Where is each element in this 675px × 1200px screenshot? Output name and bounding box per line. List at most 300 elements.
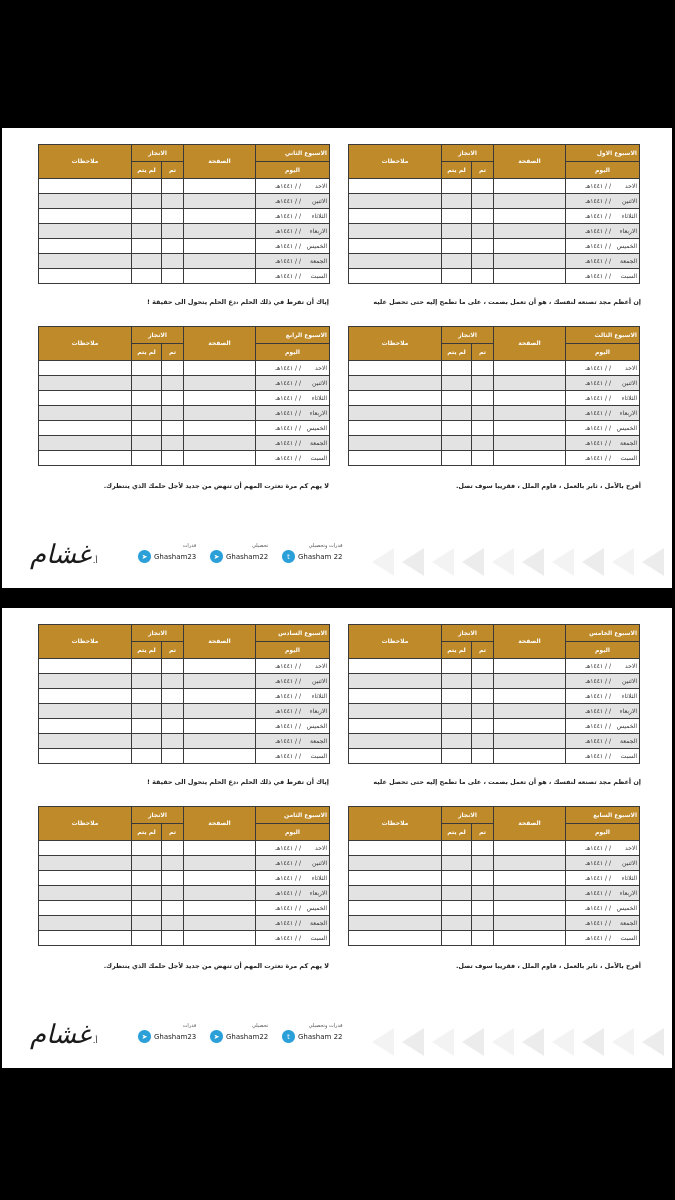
page-cell[interactable]	[184, 421, 256, 436]
page-cell[interactable]	[494, 901, 566, 916]
page-cell[interactable]	[494, 886, 566, 901]
not-done-cell[interactable]	[442, 451, 472, 466]
done-cell[interactable]	[162, 436, 184, 451]
done-cell[interactable]	[472, 376, 494, 391]
done-cell[interactable]	[162, 916, 184, 931]
page-cell[interactable]	[184, 391, 256, 406]
page-cell[interactable]	[494, 704, 566, 719]
not-done-header: لم يتم	[132, 162, 162, 179]
done-cell[interactable]	[162, 451, 184, 466]
quote-3: أفرح بالأمل ، ثابر بالعمل ، قاوم الملل ، فقريبا سوف تصل.	[455, 482, 641, 490]
page-cell[interactable]	[494, 254, 566, 269]
done-cell[interactable]	[472, 931, 494, 946]
notes-cell[interactable]	[39, 376, 132, 391]
not-done-cell[interactable]	[442, 916, 472, 931]
day-label: الجمعة	[310, 439, 327, 447]
page-cell[interactable]	[184, 674, 256, 689]
done-cell[interactable]	[162, 734, 184, 749]
table-row	[349, 719, 640, 734]
done-header: تم	[162, 162, 184, 179]
table-row	[349, 239, 640, 254]
page-cell[interactable]	[184, 916, 256, 931]
week-table	[38, 806, 330, 946]
not-done-cell[interactable]	[132, 239, 162, 254]
page-cell[interactable]	[494, 209, 566, 224]
notes-cell[interactable]	[349, 194, 442, 209]
page-cell[interactable]	[494, 674, 566, 689]
page-cell[interactable]	[494, 856, 566, 871]
table-row	[39, 421, 330, 436]
page-cell[interactable]	[184, 886, 256, 901]
done-cell[interactable]	[472, 871, 494, 886]
week-title: الاسبوع الاول	[566, 145, 640, 162]
done-cell[interactable]	[472, 704, 494, 719]
done-cell[interactable]	[472, 841, 494, 856]
page-cell[interactable]	[184, 871, 256, 886]
not-done-cell[interactable]	[442, 194, 472, 209]
done-cell[interactable]	[472, 734, 494, 749]
page-cell[interactable]	[494, 194, 566, 209]
not-done-cell[interactable]	[132, 916, 162, 931]
notes-cell[interactable]	[349, 421, 442, 436]
date-field: / / ١٤٤١هـ	[275, 662, 301, 670]
page-cell[interactable]	[494, 689, 566, 704]
page-cell[interactable]	[184, 734, 256, 749]
not-done-cell[interactable]	[442, 391, 472, 406]
not-done-cell[interactable]	[132, 901, 162, 916]
not-done-cell[interactable]	[442, 254, 472, 269]
notes-cell[interactable]	[349, 436, 442, 451]
done-header: تم	[472, 642, 494, 659]
date-field: / / ١٤٤١هـ	[275, 364, 301, 372]
notes-cell[interactable]	[39, 734, 132, 749]
notes-cell[interactable]	[349, 269, 442, 284]
not-done-cell[interactable]	[132, 734, 162, 749]
notes-cell[interactable]	[39, 239, 132, 254]
table-row	[349, 376, 640, 391]
done-cell[interactable]	[472, 254, 494, 269]
twitter-link[interactable]	[282, 1023, 343, 1043]
page-cell[interactable]	[184, 254, 256, 269]
date-field: / / ١٤٤١هـ	[585, 844, 611, 852]
page-cell[interactable]	[184, 749, 256, 764]
date-field: / / ١٤٤١هـ	[585, 677, 611, 685]
done-cell[interactable]	[162, 224, 184, 239]
telegram-link-1[interactable]	[210, 1023, 269, 1043]
done-cell[interactable]	[472, 179, 494, 194]
done-cell[interactable]	[162, 719, 184, 734]
table-row	[39, 674, 330, 689]
not-done-cell[interactable]	[442, 436, 472, 451]
done-cell[interactable]	[162, 871, 184, 886]
page-cell[interactable]	[184, 209, 256, 224]
not-done-cell[interactable]	[442, 674, 472, 689]
not-done-cell[interactable]	[442, 734, 472, 749]
page-header: الصفحة	[494, 807, 566, 841]
done-cell[interactable]	[162, 239, 184, 254]
notes-cell[interactable]	[349, 659, 442, 674]
done-cell[interactable]	[162, 886, 184, 901]
not-done-cell[interactable]	[132, 254, 162, 269]
date-field: / / ١٤٤١هـ	[585, 212, 611, 220]
not-done-header: لم يتم	[132, 642, 162, 659]
page-cell[interactable]	[184, 841, 256, 856]
notes-cell[interactable]	[39, 179, 132, 194]
done-cell[interactable]	[162, 421, 184, 436]
notes-cell[interactable]	[349, 209, 442, 224]
not-done-cell[interactable]	[442, 901, 472, 916]
page-cell[interactable]	[494, 269, 566, 284]
done-cell[interactable]	[472, 901, 494, 916]
day-cell	[256, 871, 330, 886]
not-done-cell[interactable]	[132, 391, 162, 406]
page-header: الصفحة	[494, 625, 566, 659]
day-label: الاربعاء	[309, 889, 327, 897]
not-done-cell[interactable]	[442, 931, 472, 946]
page-cell[interactable]	[494, 841, 566, 856]
done-cell[interactable]	[472, 224, 494, 239]
page-cell[interactable]	[494, 179, 566, 194]
day-label: السبت	[310, 934, 327, 942]
notes-cell[interactable]	[39, 901, 132, 916]
page-cell[interactable]	[494, 376, 566, 391]
not-done-cell[interactable]	[442, 209, 472, 224]
not-done-cell[interactable]	[132, 749, 162, 764]
telegram2-handle: Ghasham23	[154, 552, 197, 561]
notes-cell[interactable]	[349, 674, 442, 689]
notes-cell[interactable]	[39, 451, 132, 466]
week-table	[38, 144, 330, 284]
table-row	[39, 224, 330, 239]
notes-cell[interactable]	[349, 704, 442, 719]
page-cell[interactable]	[494, 931, 566, 946]
done-cell[interactable]	[472, 689, 494, 704]
date-field: / / ١٤٤١هـ	[585, 934, 611, 942]
notes-cell[interactable]	[349, 451, 442, 466]
notes-cell[interactable]	[39, 749, 132, 764]
not-done-cell[interactable]	[132, 659, 162, 674]
notes-cell[interactable]	[349, 406, 442, 421]
done-cell[interactable]	[472, 749, 494, 764]
not-done-cell[interactable]	[132, 376, 162, 391]
notes-cell[interactable]	[349, 719, 442, 734]
day-cell	[256, 704, 330, 719]
not-done-cell[interactable]	[132, 886, 162, 901]
day-cell	[566, 931, 640, 946]
done-cell[interactable]	[472, 436, 494, 451]
page-cell[interactable]	[184, 406, 256, 421]
done-cell[interactable]	[472, 194, 494, 209]
notes-cell[interactable]	[349, 856, 442, 871]
notes-cell[interactable]	[39, 931, 132, 946]
page-cell[interactable]	[494, 734, 566, 749]
notes-cell[interactable]	[39, 886, 132, 901]
not-done-cell[interactable]	[132, 194, 162, 209]
telegram2-handle: Ghasham23	[154, 1032, 197, 1041]
done-cell[interactable]	[162, 194, 184, 209]
telegram-icon: ➤	[138, 550, 151, 563]
done-cell[interactable]	[472, 421, 494, 436]
day-cell	[566, 406, 640, 421]
done-cell[interactable]	[162, 376, 184, 391]
notes-cell[interactable]	[39, 704, 132, 719]
page-cell[interactable]	[494, 749, 566, 764]
done-cell[interactable]	[472, 719, 494, 734]
done-cell[interactable]	[472, 361, 494, 376]
notes-cell[interactable]	[39, 361, 132, 376]
twitter-link[interactable]	[282, 543, 343, 563]
day-cell	[256, 916, 330, 931]
done-cell[interactable]	[472, 239, 494, 254]
done-cell[interactable]	[472, 391, 494, 406]
done-cell[interactable]	[162, 674, 184, 689]
telegram-link-2[interactable]	[138, 543, 197, 563]
page-cell[interactable]	[494, 871, 566, 886]
day-header: اليوم	[566, 344, 640, 361]
done-cell[interactable]	[472, 451, 494, 466]
page-cell[interactable]	[184, 901, 256, 916]
done-cell[interactable]	[162, 856, 184, 871]
day-cell	[566, 841, 640, 856]
not-done-header: لم يتم	[132, 344, 162, 361]
page-cell[interactable]	[184, 361, 256, 376]
not-done-cell[interactable]	[442, 376, 472, 391]
page-cell[interactable]	[184, 436, 256, 451]
notes-cell[interactable]	[39, 871, 132, 886]
not-done-cell[interactable]	[132, 704, 162, 719]
done-cell[interactable]	[472, 659, 494, 674]
notes-cell[interactable]	[39, 659, 132, 674]
page-cell[interactable]	[494, 361, 566, 376]
notes-cell[interactable]	[39, 674, 132, 689]
not-done-cell[interactable]	[132, 179, 162, 194]
not-done-cell[interactable]	[442, 239, 472, 254]
table-row	[349, 916, 640, 931]
not-done-cell[interactable]	[442, 224, 472, 239]
page-cell[interactable]	[494, 916, 566, 931]
notes-cell[interactable]	[349, 931, 442, 946]
day-cell	[566, 194, 640, 209]
page-cell[interactable]	[184, 856, 256, 871]
done-cell[interactable]	[472, 674, 494, 689]
notes-cell[interactable]	[39, 719, 132, 734]
not-done-cell[interactable]	[132, 406, 162, 421]
done-cell[interactable]	[162, 209, 184, 224]
not-done-cell[interactable]	[442, 421, 472, 436]
achievement-header: الانجاز	[132, 327, 184, 344]
notes-cell[interactable]	[349, 224, 442, 239]
date-field: / / ١٤٤١هـ	[275, 182, 301, 190]
table-row	[349, 421, 640, 436]
notes-cell[interactable]	[349, 376, 442, 391]
done-cell[interactable]	[472, 886, 494, 901]
not-done-cell[interactable]	[442, 856, 472, 871]
page-cell[interactable]	[184, 704, 256, 719]
not-done-cell[interactable]	[442, 361, 472, 376]
done-cell[interactable]	[162, 406, 184, 421]
notes-cell[interactable]	[349, 391, 442, 406]
notes-cell[interactable]	[39, 856, 132, 871]
table-row	[349, 704, 640, 719]
day-label: الاربعاء	[619, 409, 637, 417]
page-cell[interactable]	[494, 451, 566, 466]
table-row	[349, 871, 640, 886]
not-done-cell[interactable]	[442, 749, 472, 764]
not-done-cell[interactable]	[442, 689, 472, 704]
notes-cell[interactable]	[349, 886, 442, 901]
telegram2-caption: قدرات	[182, 1023, 197, 1029]
day-label: الاربعاء	[309, 409, 327, 417]
notes-cell[interactable]	[39, 224, 132, 239]
done-cell[interactable]	[162, 689, 184, 704]
done-cell[interactable]	[472, 209, 494, 224]
notes-cell[interactable]	[39, 436, 132, 451]
telegram-icon: ➤	[138, 1030, 151, 1043]
done-cell[interactable]	[162, 704, 184, 719]
done-cell[interactable]	[162, 361, 184, 376]
not-done-cell[interactable]	[132, 224, 162, 239]
page-cell[interactable]	[184, 659, 256, 674]
day-label: الخميس	[306, 424, 327, 432]
page-cell[interactable]	[494, 406, 566, 421]
notes-cell[interactable]	[39, 841, 132, 856]
notes-cell[interactable]	[349, 689, 442, 704]
date-field: / / ١٤٤١هـ	[585, 272, 611, 280]
page-cell[interactable]	[184, 376, 256, 391]
not-done-cell[interactable]	[132, 931, 162, 946]
not-done-cell[interactable]	[442, 841, 472, 856]
done-cell[interactable]	[162, 841, 184, 856]
done-cell[interactable]	[162, 254, 184, 269]
page-cell[interactable]	[184, 269, 256, 284]
page-cell[interactable]	[184, 451, 256, 466]
table-row	[39, 451, 330, 466]
day-label: السبت	[310, 752, 327, 760]
page-cell[interactable]	[184, 179, 256, 194]
done-cell[interactable]	[472, 269, 494, 284]
not-done-header: لم يتم	[442, 162, 472, 179]
not-done-header: لم يتم	[442, 344, 472, 361]
day-header: اليوم	[256, 344, 330, 361]
done-cell[interactable]	[472, 856, 494, 871]
date-field: / / ١٤٤١هـ	[275, 394, 301, 402]
notes-cell[interactable]	[39, 254, 132, 269]
done-header: تم	[472, 344, 494, 361]
day-cell	[256, 886, 330, 901]
not-done-cell[interactable]	[132, 856, 162, 871]
done-cell[interactable]	[162, 179, 184, 194]
not-done-cell[interactable]	[132, 451, 162, 466]
page-cell[interactable]	[494, 224, 566, 239]
not-done-cell[interactable]	[132, 421, 162, 436]
notes-cell[interactable]	[39, 194, 132, 209]
done-cell[interactable]	[162, 931, 184, 946]
day-label: الاثنين	[312, 859, 327, 867]
not-done-cell[interactable]	[132, 719, 162, 734]
page-cell[interactable]	[184, 224, 256, 239]
page-cell[interactable]	[494, 659, 566, 674]
done-cell[interactable]	[472, 406, 494, 421]
not-done-cell[interactable]	[132, 674, 162, 689]
not-done-cell[interactable]	[442, 406, 472, 421]
notes-cell[interactable]	[39, 421, 132, 436]
page-cell[interactable]	[184, 194, 256, 209]
not-done-cell[interactable]	[442, 179, 472, 194]
not-done-cell[interactable]	[132, 361, 162, 376]
notes-cell[interactable]	[349, 734, 442, 749]
page-cell[interactable]	[184, 719, 256, 734]
page-cell[interactable]	[184, 239, 256, 254]
notes-cell[interactable]	[349, 179, 442, 194]
week-title: الاسبوع الرابع	[256, 327, 330, 344]
done-cell[interactable]	[162, 269, 184, 284]
not-done-cell[interactable]	[132, 871, 162, 886]
not-done-cell[interactable]	[442, 871, 472, 886]
not-done-cell[interactable]	[442, 269, 472, 284]
done-header: تم	[162, 642, 184, 659]
notes-cell[interactable]	[349, 841, 442, 856]
notes-cell[interactable]	[349, 254, 442, 269]
quote-1: إن أعظم مجد تصنعه لنفسك ، هو أن تعمل بصمت ، على ما تطمح إليه حتى تحصل عليه	[373, 778, 641, 786]
week-title: الاسبوع السابع	[566, 807, 640, 824]
notes-cell[interactable]	[39, 406, 132, 421]
day-label: الاربعاء	[309, 707, 327, 715]
notes-cell[interactable]	[39, 916, 132, 931]
notes-cell[interactable]	[349, 361, 442, 376]
day-label: الاحد	[315, 662, 327, 670]
page-cell[interactable]	[184, 689, 256, 704]
not-done-cell[interactable]	[132, 436, 162, 451]
done-cell[interactable]	[162, 749, 184, 764]
page-cell[interactable]	[494, 719, 566, 734]
page-cell[interactable]	[494, 436, 566, 451]
page-cell[interactable]	[494, 239, 566, 254]
notes-cell[interactable]	[349, 916, 442, 931]
notes-cell[interactable]	[39, 269, 132, 284]
notes-cell[interactable]	[349, 871, 442, 886]
done-cell[interactable]	[472, 916, 494, 931]
date-field: / / ١٤٤١هـ	[275, 424, 301, 432]
day-label: السبت	[310, 454, 327, 462]
done-cell[interactable]	[162, 391, 184, 406]
notes-cell[interactable]	[39, 209, 132, 224]
day-cell	[566, 421, 640, 436]
page-cell[interactable]	[494, 421, 566, 436]
page-header: الصفحة	[184, 807, 256, 841]
not-done-cell[interactable]	[132, 689, 162, 704]
telegram-link-2[interactable]	[138, 1023, 197, 1043]
not-done-cell[interactable]	[442, 886, 472, 901]
not-done-cell[interactable]	[132, 841, 162, 856]
not-done-cell[interactable]	[442, 719, 472, 734]
notes-cell[interactable]	[39, 689, 132, 704]
not-done-cell[interactable]	[132, 209, 162, 224]
table-row	[39, 704, 330, 719]
not-done-cell[interactable]	[442, 659, 472, 674]
page-cell[interactable]	[184, 931, 256, 946]
telegram-link-1[interactable]	[210, 543, 269, 563]
done-cell[interactable]	[162, 659, 184, 674]
notes-cell[interactable]	[39, 391, 132, 406]
page-cell[interactable]	[494, 391, 566, 406]
notes-cell[interactable]	[349, 749, 442, 764]
notes-cell[interactable]	[349, 901, 442, 916]
not-done-cell[interactable]	[442, 704, 472, 719]
done-cell[interactable]	[162, 901, 184, 916]
page-header: الصفحة	[494, 145, 566, 179]
not-done-cell[interactable]	[132, 269, 162, 284]
notes-cell[interactable]	[349, 239, 442, 254]
